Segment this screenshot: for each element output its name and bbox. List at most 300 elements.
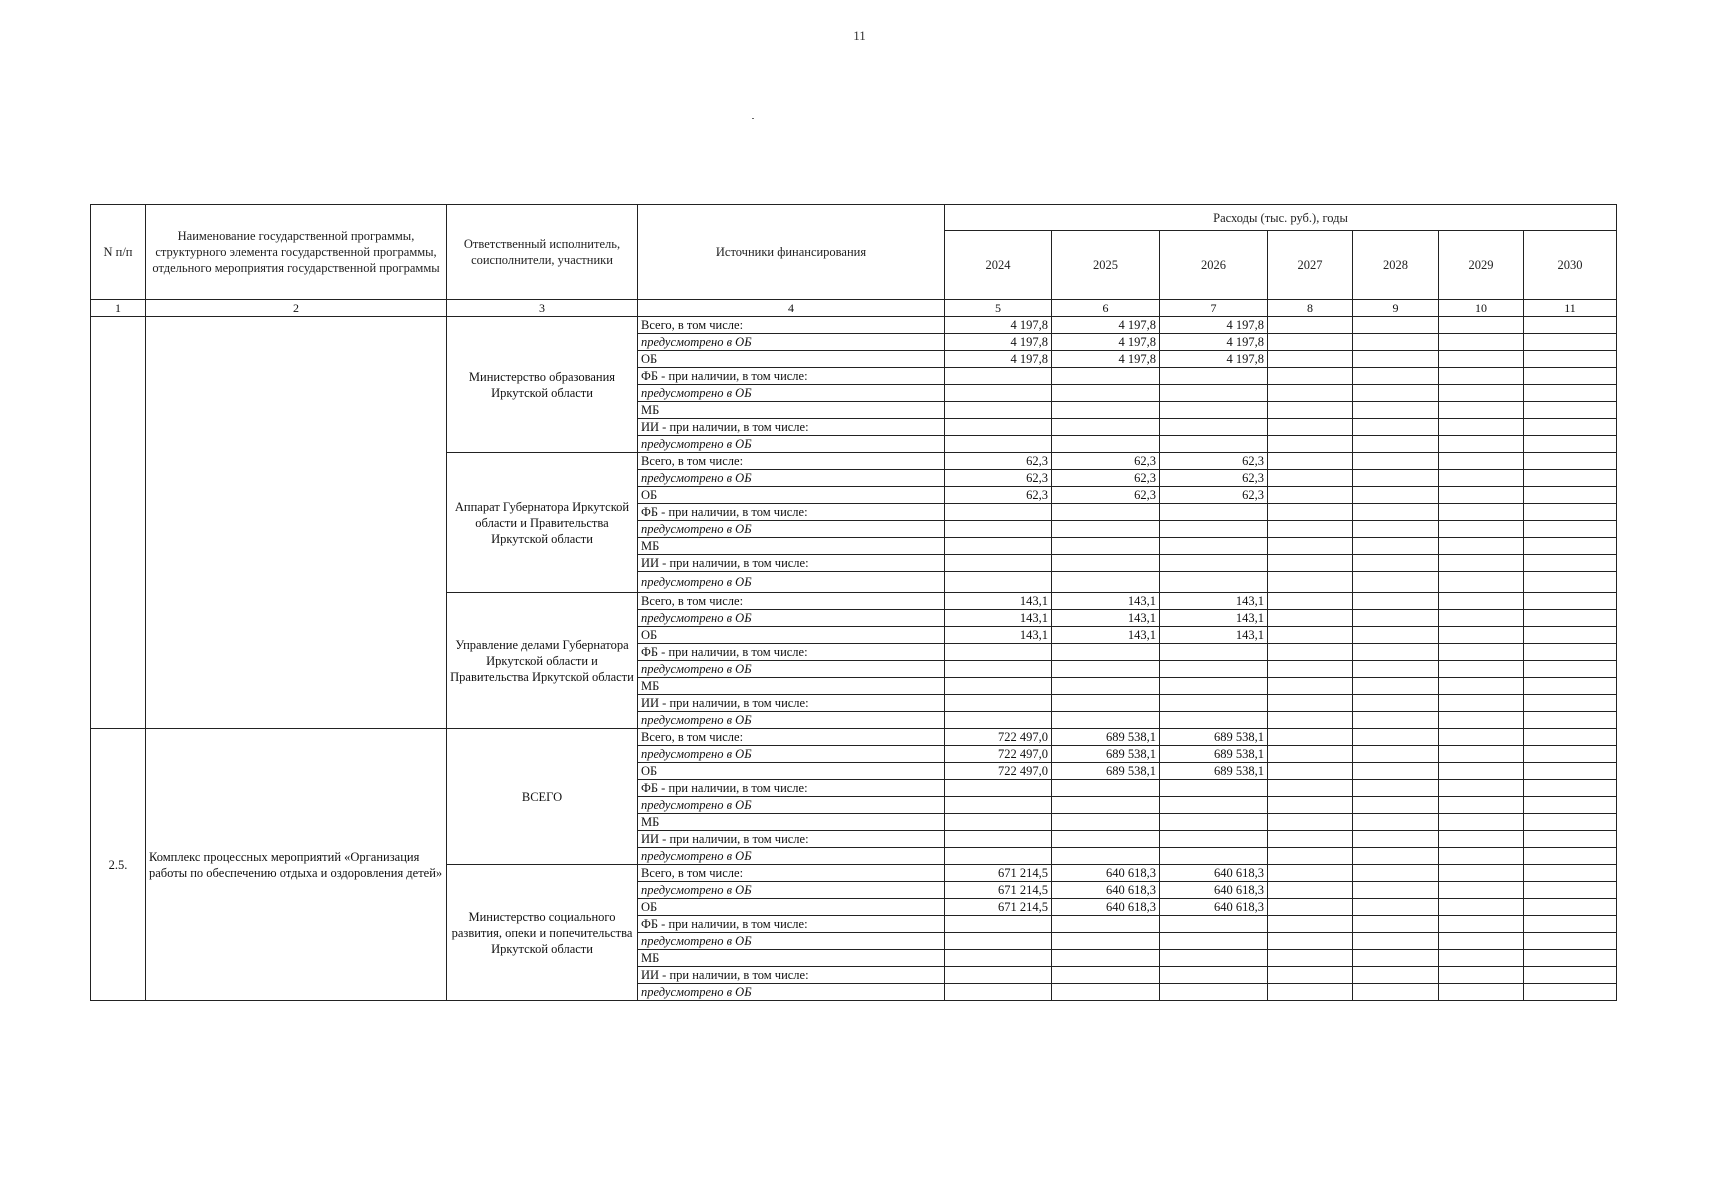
value-cell bbox=[1524, 848, 1617, 865]
value-cell bbox=[1353, 814, 1439, 831]
value-cell bbox=[1439, 402, 1524, 419]
value-cell bbox=[1268, 780, 1353, 797]
value-cell bbox=[1052, 572, 1160, 593]
value-cell bbox=[1268, 695, 1353, 712]
value-cell bbox=[1268, 950, 1353, 967]
value-cell: 689 538,1 bbox=[1052, 763, 1160, 780]
source-cell: предусмотрено в ОБ bbox=[638, 610, 945, 627]
column-number: 5 bbox=[945, 300, 1052, 317]
value-cell: 640 618,3 bbox=[1160, 882, 1268, 899]
value-cell bbox=[1160, 814, 1268, 831]
value-cell bbox=[1052, 678, 1160, 695]
value-cell: 143,1 bbox=[945, 627, 1052, 644]
value-cell bbox=[945, 780, 1052, 797]
value-cell bbox=[1524, 831, 1617, 848]
value-cell bbox=[1268, 521, 1353, 538]
value-cell bbox=[1353, 967, 1439, 984]
value-cell bbox=[1353, 368, 1439, 385]
value-cell bbox=[945, 678, 1052, 695]
header-year: 2024 bbox=[945, 231, 1052, 300]
value-cell: 62,3 bbox=[1160, 487, 1268, 504]
value-cell bbox=[1268, 661, 1353, 678]
value-cell bbox=[1439, 763, 1524, 780]
value-cell bbox=[1052, 712, 1160, 729]
executor-cell: Управление делами Губернатора Иркутской области и Правительства Иркутской области bbox=[447, 593, 638, 729]
value-cell bbox=[1353, 831, 1439, 848]
value-cell: 143,1 bbox=[945, 610, 1052, 627]
value-cell bbox=[1160, 555, 1268, 572]
value-cell: 62,3 bbox=[945, 487, 1052, 504]
value-cell bbox=[945, 950, 1052, 967]
column-number: 9 bbox=[1353, 300, 1439, 317]
value-cell bbox=[1524, 538, 1617, 555]
source-cell: предусмотрено в ОБ bbox=[638, 334, 945, 351]
value-cell bbox=[1160, 831, 1268, 848]
value-cell bbox=[1524, 402, 1617, 419]
value-cell bbox=[945, 385, 1052, 402]
value-cell bbox=[1524, 967, 1617, 984]
value-cell bbox=[1439, 572, 1524, 593]
value-cell bbox=[1052, 916, 1160, 933]
value-cell bbox=[1524, 746, 1617, 763]
value-cell bbox=[945, 402, 1052, 419]
value-cell bbox=[1160, 661, 1268, 678]
source-cell: предусмотрено в ОБ bbox=[638, 712, 945, 729]
header-year: 2025 bbox=[1052, 231, 1160, 300]
value-cell bbox=[945, 436, 1052, 453]
value-cell bbox=[1052, 661, 1160, 678]
value-cell bbox=[1268, 419, 1353, 436]
value-cell bbox=[1439, 950, 1524, 967]
value-cell bbox=[1353, 984, 1439, 1001]
value-cell bbox=[1353, 899, 1439, 916]
source-cell: предусмотрено в ОБ bbox=[638, 984, 945, 1001]
value-cell bbox=[1160, 436, 1268, 453]
table-row bbox=[91, 317, 1617, 334]
table-body bbox=[91, 317, 1617, 1001]
value-cell bbox=[1160, 933, 1268, 950]
value-cell bbox=[1268, 797, 1353, 814]
value-cell bbox=[1268, 831, 1353, 848]
table-header bbox=[91, 205, 1617, 317]
value-cell bbox=[1439, 555, 1524, 572]
source-cell: ИИ - при наличии, в том числе: bbox=[638, 419, 945, 436]
value-cell bbox=[1524, 419, 1617, 436]
source-cell: ОБ bbox=[638, 899, 945, 916]
value-cell: 689 538,1 bbox=[1052, 729, 1160, 746]
value-cell bbox=[1524, 334, 1617, 351]
value-cell bbox=[1160, 521, 1268, 538]
value-cell: 143,1 bbox=[1160, 593, 1268, 610]
value-cell bbox=[1052, 521, 1160, 538]
value-cell bbox=[1439, 831, 1524, 848]
value-cell bbox=[1353, 610, 1439, 627]
value-cell bbox=[1439, 661, 1524, 678]
value-cell bbox=[1353, 848, 1439, 865]
column-number-row bbox=[91, 300, 1617, 317]
value-cell bbox=[945, 419, 1052, 436]
value-cell bbox=[1439, 848, 1524, 865]
value-cell bbox=[945, 967, 1052, 984]
source-cell: предусмотрено в ОБ bbox=[638, 436, 945, 453]
value-cell: 640 618,3 bbox=[1052, 882, 1160, 899]
value-cell: 143,1 bbox=[1160, 610, 1268, 627]
value-cell: 4 197,8 bbox=[945, 351, 1052, 368]
value-cell bbox=[1052, 967, 1160, 984]
source-cell: ИИ - при наличии, в том числе: bbox=[638, 555, 945, 572]
value-cell: 4 197,8 bbox=[945, 334, 1052, 351]
scan-speck bbox=[752, 118, 754, 119]
value-cell bbox=[1268, 610, 1353, 627]
value-cell bbox=[1439, 967, 1524, 984]
source-cell: ОБ bbox=[638, 351, 945, 368]
value-cell bbox=[1353, 487, 1439, 504]
value-cell bbox=[1439, 882, 1524, 899]
value-cell bbox=[1268, 729, 1353, 746]
value-cell bbox=[945, 504, 1052, 521]
value-cell bbox=[1268, 814, 1353, 831]
value-cell bbox=[1268, 933, 1353, 950]
header-program-name: Наименование государственной программы, структурного элемента государственной программы, отдельного мероприятия государственной программы bbox=[146, 205, 447, 300]
value-cell bbox=[1524, 470, 1617, 487]
header-year: 2030 bbox=[1524, 231, 1617, 300]
value-cell: 640 618,3 bbox=[1052, 865, 1160, 882]
value-cell: 4 197,8 bbox=[1052, 334, 1160, 351]
source-cell: МБ bbox=[638, 402, 945, 419]
executor-cell: Аппарат Губернатора Иркутской области и Правительства Иркутской области bbox=[447, 453, 638, 593]
value-cell bbox=[1160, 916, 1268, 933]
value-cell bbox=[1524, 814, 1617, 831]
source-cell: ФБ - при наличии, в том числе: bbox=[638, 368, 945, 385]
value-cell bbox=[1524, 572, 1617, 593]
value-cell bbox=[1052, 385, 1160, 402]
value-cell bbox=[1524, 916, 1617, 933]
value-cell bbox=[1439, 538, 1524, 555]
value-cell bbox=[1160, 848, 1268, 865]
value-cell bbox=[1439, 504, 1524, 521]
value-cell bbox=[1524, 368, 1617, 385]
value-cell bbox=[1439, 317, 1524, 334]
source-cell: ФБ - при наличии, в том числе: bbox=[638, 916, 945, 933]
value-cell bbox=[1353, 521, 1439, 538]
value-cell bbox=[945, 368, 1052, 385]
source-cell: предусмотрено в ОБ bbox=[638, 933, 945, 950]
value-cell bbox=[1268, 848, 1353, 865]
value-cell bbox=[1439, 334, 1524, 351]
header-sources: Источники финансирования bbox=[638, 205, 945, 300]
value-cell bbox=[1353, 419, 1439, 436]
value-cell bbox=[1524, 763, 1617, 780]
header-year: 2028 bbox=[1353, 231, 1439, 300]
value-cell: 62,3 bbox=[945, 470, 1052, 487]
value-cell bbox=[1160, 967, 1268, 984]
value-cell bbox=[945, 644, 1052, 661]
source-cell: предусмотрено в ОБ bbox=[638, 385, 945, 402]
value-cell: 640 618,3 bbox=[1160, 899, 1268, 916]
source-cell: Всего, в том числе: bbox=[638, 729, 945, 746]
executor-cell: Министерство образования Иркутской области bbox=[447, 317, 638, 453]
source-cell: предусмотрено в ОБ bbox=[638, 797, 945, 814]
value-cell bbox=[1439, 521, 1524, 538]
value-cell bbox=[1268, 644, 1353, 661]
table-row bbox=[91, 729, 1617, 746]
value-cell bbox=[1524, 899, 1617, 916]
column-number: 8 bbox=[1268, 300, 1353, 317]
value-cell bbox=[1439, 695, 1524, 712]
value-cell: 722 497,0 bbox=[945, 763, 1052, 780]
value-cell bbox=[1353, 334, 1439, 351]
value-cell bbox=[1160, 504, 1268, 521]
value-cell: 689 538,1 bbox=[1160, 729, 1268, 746]
value-cell bbox=[1439, 729, 1524, 746]
value-cell bbox=[1439, 436, 1524, 453]
value-cell bbox=[1268, 746, 1353, 763]
page-number: 11 bbox=[853, 28, 866, 43]
value-cell bbox=[1052, 933, 1160, 950]
source-cell: ФБ - при наличии, в том числе: bbox=[638, 644, 945, 661]
value-cell bbox=[1524, 661, 1617, 678]
value-cell bbox=[1439, 746, 1524, 763]
value-cell bbox=[1524, 627, 1617, 644]
value-cell bbox=[1439, 712, 1524, 729]
source-cell: предусмотрено в ОБ bbox=[638, 848, 945, 865]
value-cell bbox=[945, 712, 1052, 729]
value-cell bbox=[1052, 644, 1160, 661]
value-cell: 722 497,0 bbox=[945, 729, 1052, 746]
header-year: 2027 bbox=[1268, 231, 1353, 300]
value-cell: 689 538,1 bbox=[1052, 746, 1160, 763]
header-expenses: Расходы (тыс. руб.), годы bbox=[945, 205, 1617, 231]
header-number: N п/п bbox=[91, 205, 146, 300]
header-year: 2026 bbox=[1160, 231, 1268, 300]
value-cell bbox=[1268, 763, 1353, 780]
value-cell bbox=[1353, 351, 1439, 368]
value-cell bbox=[945, 555, 1052, 572]
value-cell bbox=[1524, 933, 1617, 950]
value-cell bbox=[1353, 555, 1439, 572]
value-cell bbox=[1439, 865, 1524, 882]
value-cell bbox=[1524, 780, 1617, 797]
value-cell bbox=[945, 695, 1052, 712]
value-cell: 4 197,8 bbox=[1052, 351, 1160, 368]
value-cell bbox=[1439, 487, 1524, 504]
value-cell bbox=[1439, 678, 1524, 695]
value-cell bbox=[1353, 402, 1439, 419]
value-cell bbox=[1268, 487, 1353, 504]
value-cell bbox=[1160, 780, 1268, 797]
value-cell bbox=[945, 797, 1052, 814]
value-cell bbox=[1353, 678, 1439, 695]
value-cell bbox=[1353, 916, 1439, 933]
value-cell bbox=[1439, 814, 1524, 831]
value-cell bbox=[1353, 695, 1439, 712]
value-cell bbox=[945, 538, 1052, 555]
value-cell bbox=[1160, 368, 1268, 385]
value-cell bbox=[1439, 780, 1524, 797]
source-cell: МБ bbox=[638, 814, 945, 831]
source-cell: ОБ bbox=[638, 627, 945, 644]
value-cell bbox=[1353, 385, 1439, 402]
value-cell bbox=[1353, 317, 1439, 334]
value-cell bbox=[1268, 984, 1353, 1001]
value-cell: 4 197,8 bbox=[1160, 334, 1268, 351]
value-cell: 4 197,8 bbox=[945, 317, 1052, 334]
source-cell: ИИ - при наличии, в том числе: bbox=[638, 967, 945, 984]
value-cell bbox=[1353, 593, 1439, 610]
value-cell bbox=[1052, 555, 1160, 572]
value-cell: 62,3 bbox=[1052, 453, 1160, 470]
source-cell: МБ bbox=[638, 538, 945, 555]
value-cell bbox=[1160, 678, 1268, 695]
value-cell bbox=[1052, 831, 1160, 848]
value-cell bbox=[1524, 351, 1617, 368]
value-cell bbox=[1052, 780, 1160, 797]
value-cell bbox=[1524, 436, 1617, 453]
value-cell: 640 618,3 bbox=[1052, 899, 1160, 916]
value-cell bbox=[1353, 933, 1439, 950]
value-cell bbox=[945, 848, 1052, 865]
value-cell bbox=[1353, 780, 1439, 797]
value-cell bbox=[1052, 984, 1160, 1001]
value-cell bbox=[945, 933, 1052, 950]
value-cell bbox=[1524, 695, 1617, 712]
value-cell bbox=[1052, 695, 1160, 712]
executor-cell: ВСЕГО bbox=[447, 729, 638, 865]
value-cell bbox=[1052, 814, 1160, 831]
value-cell bbox=[1439, 385, 1524, 402]
value-cell bbox=[1160, 695, 1268, 712]
value-cell bbox=[1160, 385, 1268, 402]
value-cell bbox=[1052, 950, 1160, 967]
value-cell bbox=[1439, 627, 1524, 644]
value-cell bbox=[1524, 984, 1617, 1001]
value-cell bbox=[1268, 882, 1353, 899]
value-cell bbox=[1160, 572, 1268, 593]
value-cell bbox=[1268, 555, 1353, 572]
value-cell bbox=[1353, 865, 1439, 882]
value-cell: 671 214,5 bbox=[945, 899, 1052, 916]
value-cell bbox=[1052, 419, 1160, 436]
value-cell bbox=[1268, 865, 1353, 882]
value-cell: 4 197,8 bbox=[1160, 351, 1268, 368]
value-cell bbox=[1353, 797, 1439, 814]
value-cell: 722 497,0 bbox=[945, 746, 1052, 763]
value-cell bbox=[1524, 317, 1617, 334]
value-cell bbox=[1353, 746, 1439, 763]
column-number: 7 bbox=[1160, 300, 1268, 317]
value-cell bbox=[1353, 644, 1439, 661]
source-cell: предусмотрено в ОБ bbox=[638, 882, 945, 899]
value-cell bbox=[1353, 436, 1439, 453]
value-cell: 143,1 bbox=[1052, 593, 1160, 610]
value-cell bbox=[945, 814, 1052, 831]
source-cell: ОБ bbox=[638, 763, 945, 780]
value-cell bbox=[1353, 504, 1439, 521]
budget-table bbox=[90, 204, 1617, 1001]
value-cell bbox=[1052, 402, 1160, 419]
column-number: 2 bbox=[146, 300, 447, 317]
value-cell bbox=[1439, 899, 1524, 916]
value-cell: 143,1 bbox=[1052, 610, 1160, 627]
value-cell bbox=[1439, 797, 1524, 814]
value-cell bbox=[1160, 950, 1268, 967]
value-cell bbox=[1160, 712, 1268, 729]
column-number: 3 bbox=[447, 300, 638, 317]
column-number: 4 bbox=[638, 300, 945, 317]
value-cell bbox=[1524, 610, 1617, 627]
value-cell bbox=[1052, 504, 1160, 521]
value-cell bbox=[1268, 436, 1353, 453]
value-cell bbox=[1353, 712, 1439, 729]
program-name-cell bbox=[146, 317, 447, 729]
value-cell: 4 197,8 bbox=[1160, 317, 1268, 334]
value-cell bbox=[1268, 385, 1353, 402]
column-number: 11 bbox=[1524, 300, 1617, 317]
value-cell bbox=[1268, 967, 1353, 984]
value-cell: 62,3 bbox=[945, 453, 1052, 470]
value-cell bbox=[1439, 610, 1524, 627]
value-cell bbox=[1268, 334, 1353, 351]
header-year: 2029 bbox=[1439, 231, 1524, 300]
value-cell bbox=[1524, 678, 1617, 695]
value-cell bbox=[1160, 984, 1268, 1001]
value-cell bbox=[1439, 419, 1524, 436]
value-cell bbox=[1268, 899, 1353, 916]
value-cell bbox=[1524, 882, 1617, 899]
value-cell bbox=[1524, 453, 1617, 470]
value-cell bbox=[1160, 419, 1268, 436]
value-cell bbox=[1160, 538, 1268, 555]
source-cell: предусмотрено в ОБ bbox=[638, 572, 945, 593]
program-name-cell: Комплекс процессных мероприятий «Организация работы по обеспечению отдыха и оздоровления детей» bbox=[146, 729, 447, 1001]
value-cell bbox=[1268, 572, 1353, 593]
value-cell bbox=[1353, 661, 1439, 678]
value-cell bbox=[1268, 678, 1353, 695]
source-cell: предусмотрено в ОБ bbox=[638, 470, 945, 487]
value-cell bbox=[1353, 572, 1439, 593]
value-cell bbox=[945, 916, 1052, 933]
source-cell: ОБ bbox=[638, 487, 945, 504]
value-cell bbox=[1524, 865, 1617, 882]
value-cell bbox=[1439, 593, 1524, 610]
source-cell: ФБ - при наличии, в том числе: bbox=[638, 780, 945, 797]
value-cell bbox=[1524, 593, 1617, 610]
value-cell bbox=[1268, 368, 1353, 385]
value-cell bbox=[945, 521, 1052, 538]
header-executor: Ответственный исполнитель, соисполнители, участники bbox=[447, 205, 638, 300]
value-cell bbox=[1052, 797, 1160, 814]
value-cell bbox=[1524, 487, 1617, 504]
value-cell: 62,3 bbox=[1160, 470, 1268, 487]
value-cell bbox=[1353, 538, 1439, 555]
value-cell: 671 214,5 bbox=[945, 865, 1052, 882]
value-cell bbox=[1353, 763, 1439, 780]
value-cell bbox=[1524, 729, 1617, 746]
value-cell: 143,1 bbox=[1052, 627, 1160, 644]
source-cell: Всего, в том числе: bbox=[638, 593, 945, 610]
column-number: 10 bbox=[1439, 300, 1524, 317]
source-cell: ИИ - при наличии, в том числе: bbox=[638, 831, 945, 848]
value-cell bbox=[1524, 521, 1617, 538]
value-cell bbox=[1268, 453, 1353, 470]
value-cell bbox=[1439, 368, 1524, 385]
value-cell bbox=[1439, 984, 1524, 1001]
value-cell bbox=[1268, 916, 1353, 933]
value-cell bbox=[1524, 555, 1617, 572]
value-cell bbox=[1439, 916, 1524, 933]
value-cell bbox=[1052, 848, 1160, 865]
source-cell: Всего, в том числе: bbox=[638, 865, 945, 882]
